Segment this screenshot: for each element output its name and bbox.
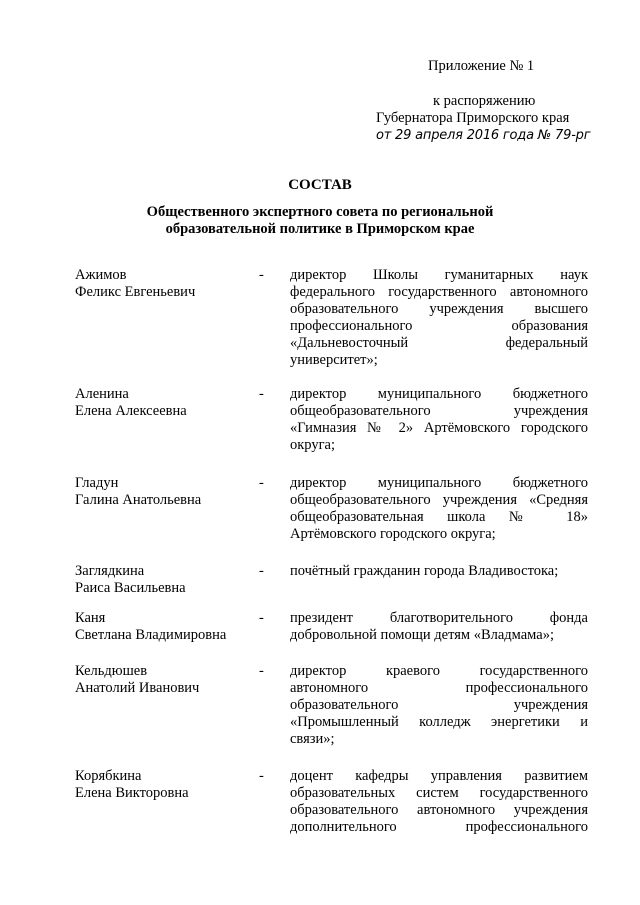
member-name <box>75 563 255 597</box>
member-surname: Заглядкина <box>75 563 145 579</box>
subtitle-line-1: Общественного экспертного совета по региональной <box>146 204 494 220</box>
member-surname: Аленина <box>75 386 129 402</box>
role-line: образовательного учреждения высшего <box>290 301 588 317</box>
member-name <box>75 267 255 301</box>
member-name <box>75 475 255 509</box>
member-role <box>290 768 588 836</box>
role-line: округа; <box>290 437 336 453</box>
member-dash: - <box>259 768 264 784</box>
role-line: общеобразовательного учреждения «Средняя <box>290 492 588 508</box>
member-given-names: Галина Анатольевна <box>75 492 202 508</box>
annex-number: Приложение № 1 <box>428 58 535 74</box>
member-dash: - <box>259 386 264 402</box>
member-surname: Гладун <box>75 475 119 491</box>
member-surname: Каня <box>75 610 106 626</box>
governor-label: Губернатора Приморского края <box>376 110 570 126</box>
role-line: «Дальневосточный федеральный <box>290 335 588 351</box>
role-line: автономного профессионального <box>290 680 588 696</box>
role-line: директор муниципального бюджетного <box>290 386 588 402</box>
document-subtitle <box>0 204 640 238</box>
role-line: связи»; <box>290 731 335 747</box>
role-line: общеобразовательного учреждения <box>290 403 588 419</box>
role-line: образовательного автономного учреждения <box>290 802 588 818</box>
member-role <box>290 386 588 454</box>
role-line: общеобразовательная школа № 18» <box>290 509 588 525</box>
role-line: Артёмовского городского округа; <box>290 526 496 542</box>
member-surname: Корябкина <box>75 768 142 784</box>
member-given-names: Елена Викторовна <box>75 785 189 801</box>
member-name <box>75 768 255 802</box>
to-order-label: к распоряжению <box>433 93 536 109</box>
member-role <box>290 267 588 369</box>
member-dash: - <box>259 610 264 626</box>
member-surname: Ажимов <box>75 267 127 283</box>
order-date-stamp: от 29 апреля 2016 года № 79-рг <box>376 128 591 143</box>
document-header <box>0 0 640 150</box>
member-dash: - <box>259 475 264 491</box>
member-dash: - <box>259 663 264 679</box>
member-given-names: Раиса Васильевна <box>75 580 186 596</box>
role-line: образовательных систем государственного <box>290 785 588 801</box>
role-line: федерального государственного автономного <box>290 284 588 300</box>
member-name <box>75 663 255 697</box>
role-line: президент благотворительного фонда <box>290 610 588 626</box>
member-name <box>75 386 255 420</box>
member-given-names: Феликс Евгеньевич <box>75 284 196 300</box>
member-role <box>290 610 588 644</box>
role-line: «Гимназия № 2» Артёмовского городского <box>290 420 588 436</box>
member-role <box>290 663 588 748</box>
document-title: СОСТАВ <box>288 177 352 193</box>
role-line: образовательного учреждения <box>290 697 588 713</box>
member-role <box>290 475 588 543</box>
member-dash: - <box>259 267 264 283</box>
subtitle-line-2: образовательной политике в Приморском крае <box>165 221 475 237</box>
member-given-names: Анатолий Иванович <box>75 680 200 696</box>
role-line: университет»; <box>290 352 378 368</box>
member-given-names: Елена Алексеевна <box>75 403 187 419</box>
member-surname: Кельдюшев <box>75 663 148 679</box>
role-line: «Промышленный колледж энергетики и <box>290 714 588 730</box>
role-line: доцент кафедры управления развитием <box>290 768 588 784</box>
role-line: профессионального образования <box>290 318 588 334</box>
member-name <box>75 610 255 644</box>
role-line: добровольной помощи детям «Владмама»; <box>290 627 554 643</box>
role-line: директор муниципального бюджетного <box>290 475 588 491</box>
member-dash: - <box>259 563 264 579</box>
role-line: директор краевого государственного <box>290 663 588 679</box>
role-line: дополнительного профессионального <box>290 819 588 835</box>
role-line: директор Школы гуманитарных наук <box>290 267 588 283</box>
member-role <box>290 563 588 580</box>
member-given-names: Светлана Владимировна <box>75 627 227 643</box>
role-line: почётный гражданин города Владивостока; <box>290 563 559 579</box>
